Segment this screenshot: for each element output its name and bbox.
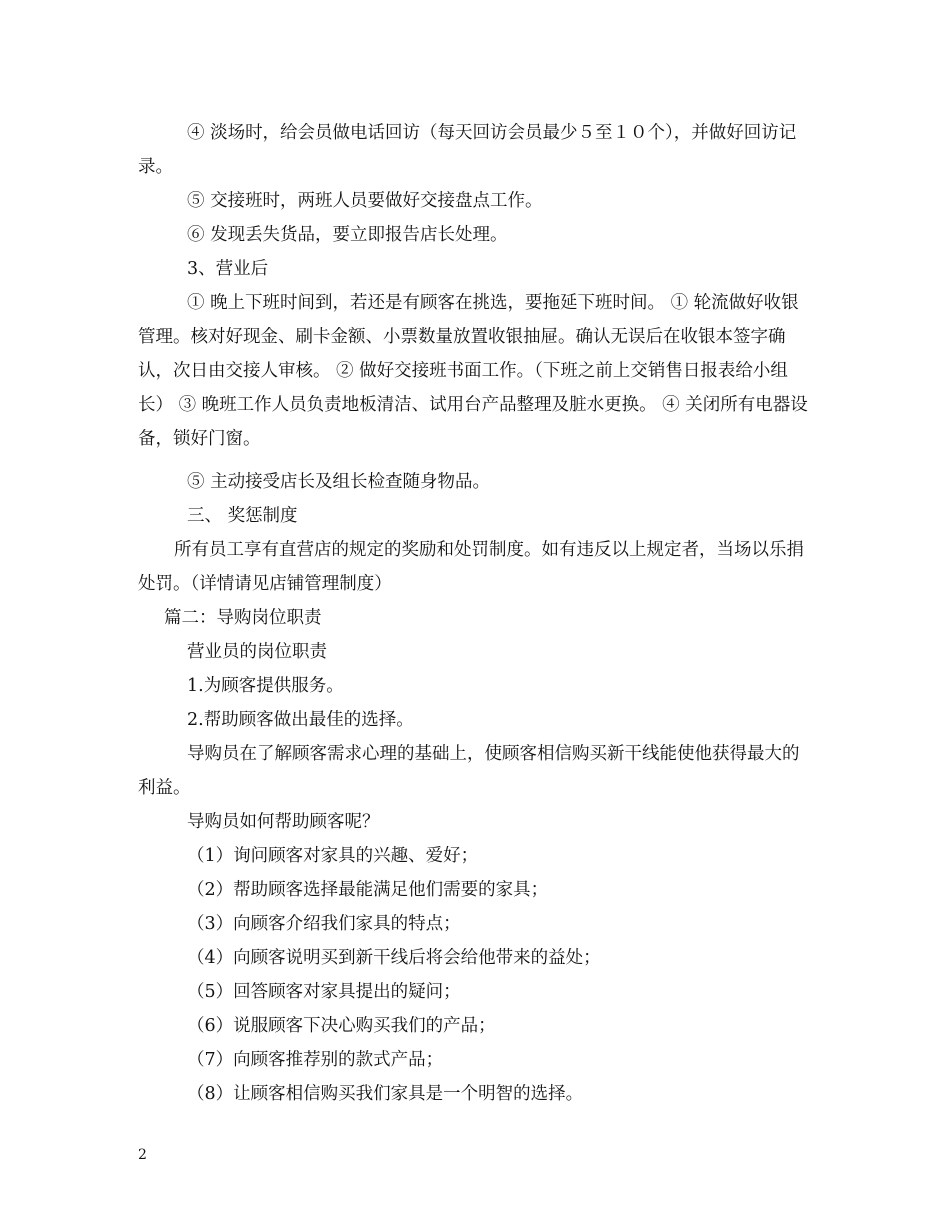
- list-item: （7）向顾客推荐别的款式产品；: [187, 1050, 444, 1070]
- section-heading-part-two: 篇二：导购岗位职责: [164, 608, 322, 628]
- list-item: （1）询问顾客对家具的兴趣、爱好；: [187, 846, 479, 866]
- list-item: （5）回答顾客对家具提出的疑问；: [187, 982, 461, 1002]
- paragraph-member-callback: ④ 淡场时，给会员做电话回访（每天回访会员最少５至１０个），并做好回访记录。: [138, 123, 797, 177]
- heading-how-to-help: 导购员如何帮助顾客呢？: [187, 812, 380, 832]
- list-item: （3）向顾客介绍我们家具的特点；: [187, 914, 461, 934]
- page-number: 2: [138, 1147, 147, 1163]
- paragraph-guide-benefit: 导购员在了解顾客需求心理的基础上，使顾客相信购买新干线能使他获得最大的利益。: [138, 744, 800, 798]
- paragraph-lost-goods: ⑥ 发现丢失货品，要立即报告店长处理。: [187, 225, 508, 245]
- list-item: （8）让顾客相信购买我们家具是一个明智的选择。: [187, 1084, 584, 1104]
- paragraph-inspection: ⑤ 主动接受店长及组长检查随身物品。: [187, 472, 491, 492]
- list-item: （2）帮助顾客选择最能满足他们需要的家具；: [187, 880, 549, 900]
- list-item-serve: 1.为顾客提供服务。: [187, 676, 344, 696]
- heading-sales-duties: 营业员的岗位职责: [187, 642, 327, 662]
- list-item: （6）说服顾客下决心购买我们的产品；: [187, 1016, 496, 1036]
- list-item: （4）向顾客说明买到新干线后将会给他带来的益处；: [187, 948, 601, 968]
- section-heading-after-business: 3、营业后: [187, 259, 269, 279]
- paragraph-rewards: 所有员工享有直营店的规定的奖励和处罚制度。如有违反以上规定者，当场以乐捐处罚。（详情请见店铺管理制度）: [138, 540, 804, 594]
- paragraph-shift-handover: ⑤ 交接班时，两班人员要做好交接盘点工作。: [187, 191, 543, 211]
- paragraph-closing-duties: ① 晚上下班时间到，若还是有顾客在挑选，要拖延下班时间。 ① 轮流做好收银管理。核对好现金、刷卡金额、小票数量放置收银抽屉。确认无误后在收银本签字确认，次日由交接人审核。 ② 做好交接班书面工作。（下班之前上交销售日报表给小组长） ③ 晚班工作人员负责地板清洁、试用台产品整理及脏水更换。 ④ 关闭所有电器设备，锁好门窗。: [138, 293, 808, 449]
- section-heading-rewards: 三、 奖惩制度: [187, 506, 298, 526]
- list-item-help-choose: 2.帮助顾客做出最佳的选择。: [187, 710, 414, 730]
